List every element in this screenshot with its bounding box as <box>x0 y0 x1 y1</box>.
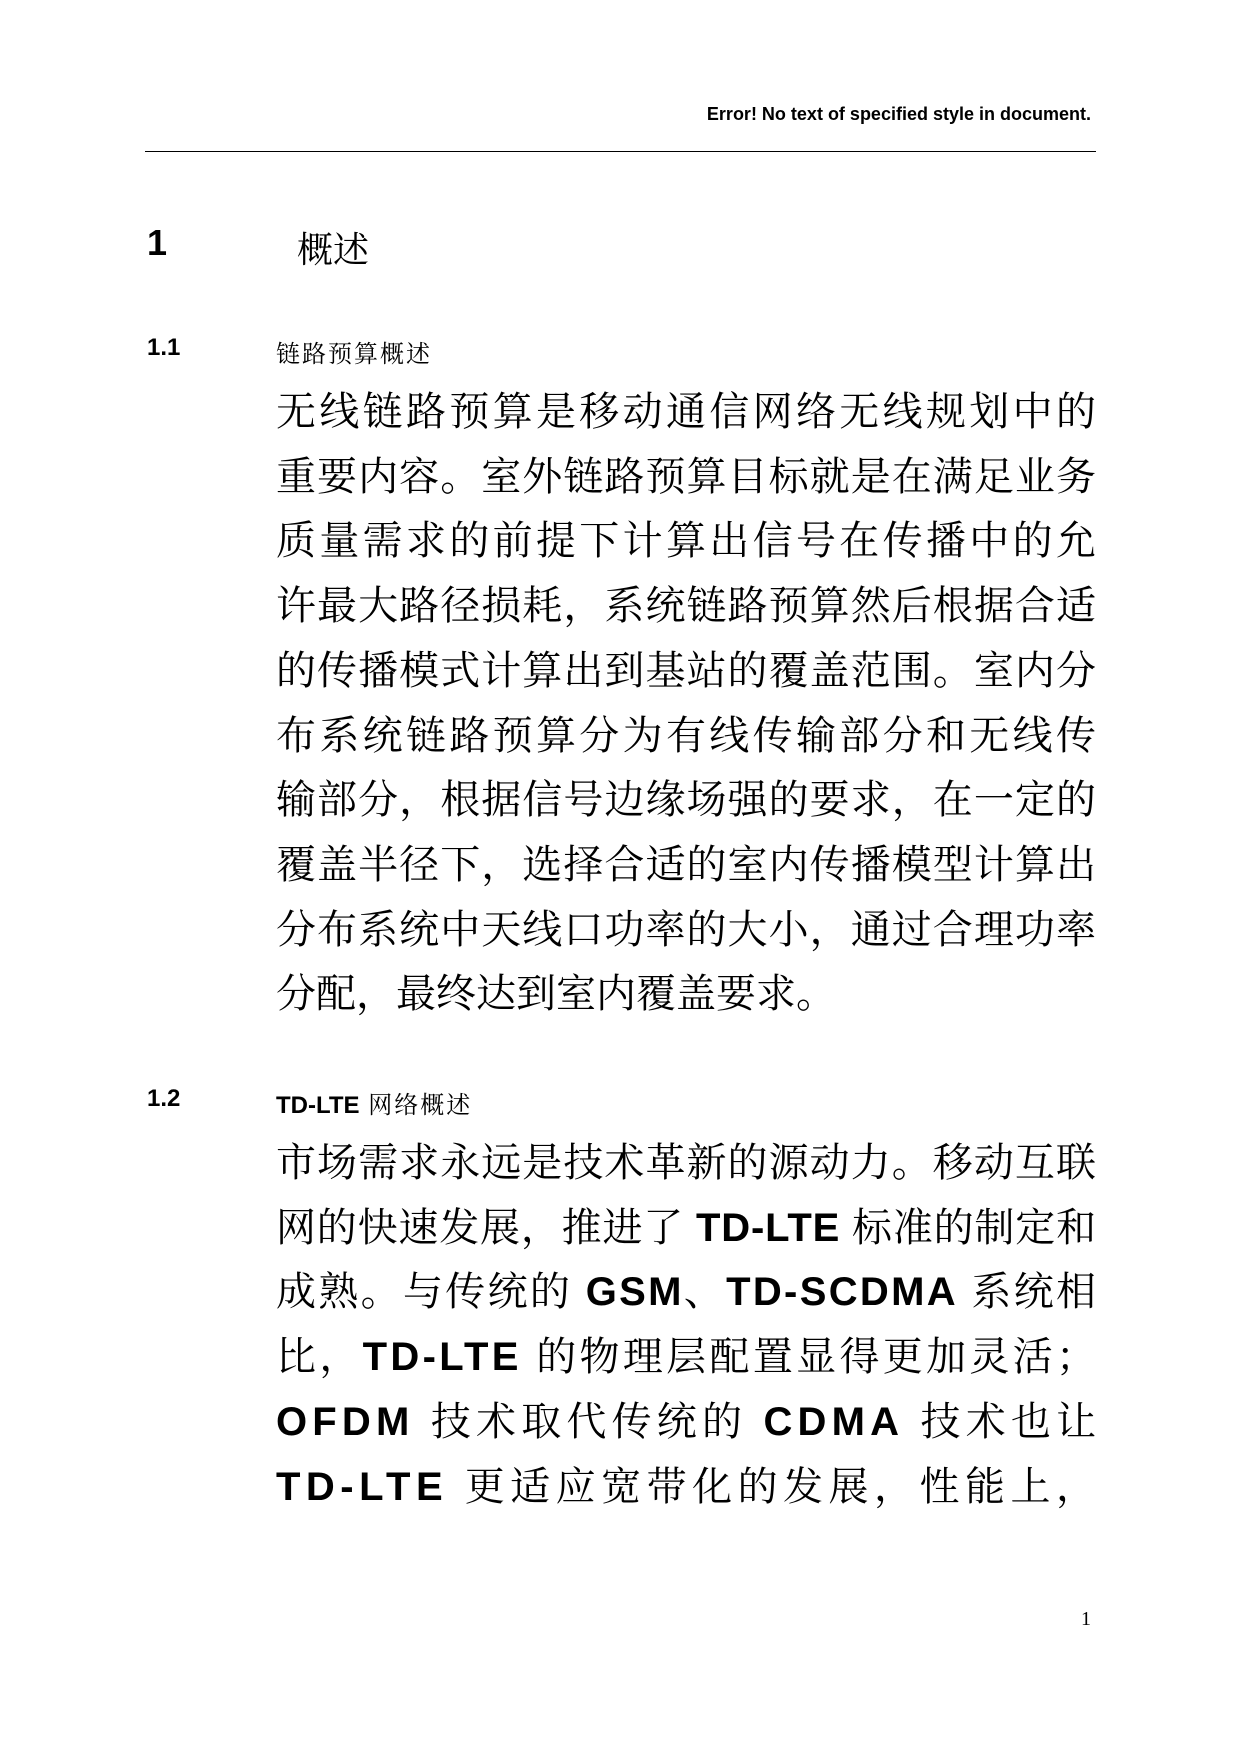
text-run: 比， <box>276 1335 363 1380</box>
text-run: 更适应宽带化的发展，性能上， <box>448 1464 1102 1509</box>
paragraph-line <box>276 1260 1099 1325</box>
chapter-number: 1 <box>147 222 168 263</box>
section-1-2-paragraph <box>276 1131 1102 1519</box>
paragraph-line <box>276 1455 1102 1520</box>
paragraph-line: 输部分，根据信号边缘场强的要求，在一定的 <box>276 778 1097 823</box>
latin-term: TD-LTE <box>276 1464 449 1509</box>
paragraph-line: 布系统链路预算分为有线传输部分和无线传 <box>276 713 1100 758</box>
paragraph-line: 许最大路径损耗，系统链路预算然后根据合适 <box>276 584 1097 629</box>
latin-term: TD-LTE <box>696 1205 841 1250</box>
section-1-2-title-cjk: 网络概述 <box>368 1092 473 1119</box>
header-rule <box>145 151 1096 152</box>
latin-term: OFDM <box>276 1399 415 1444</box>
page-number: 1 <box>1081 1608 1091 1630</box>
text-run: 、 <box>683 1270 727 1315</box>
text-run: 技术也让 <box>904 1399 1102 1444</box>
paragraph-line <box>276 1325 1100 1390</box>
latin-term: TD-LTE <box>362 1335 522 1380</box>
paragraph-line: 质量需求的前提下计算出信号在传播中的允 <box>276 519 1100 564</box>
section-1-1-number: 1.1 <box>147 334 181 361</box>
text-run: 标准的制定和 <box>840 1205 1097 1250</box>
section-1-1-title: 链路预算概述 <box>276 341 432 368</box>
paragraph-line <box>276 1390 1102 1455</box>
text-run: 成熟。与传统的 <box>276 1270 586 1315</box>
paragraph-line <box>276 1131 1096 1196</box>
latin-term: CDMA <box>763 1399 905 1444</box>
latin-term: GSM <box>585 1270 684 1315</box>
chapter-title: 概述 <box>297 229 370 270</box>
paragraph-line: 的传播模式计算出到基站的覆盖范围。室内分 <box>276 648 1097 693</box>
section-1-2-number: 1.2 <box>147 1085 181 1112</box>
paragraph-line: 分布系统中天线口功率的大小，通过合理功率 <box>276 907 1097 952</box>
text-run: 系统相 <box>957 1270 1099 1315</box>
section-1-1-paragraph <box>276 380 1100 1027</box>
section-1-2-title <box>276 1085 472 1120</box>
section-1-2-title-latin: TD-LTE <box>276 1092 360 1119</box>
text-run: 市场需求永远是技术革新的源动力。移动互联 <box>276 1141 1097 1185</box>
paragraph-line <box>276 1196 1096 1261</box>
text-run: 技术取代传统的 <box>414 1399 764 1444</box>
paragraph-line: 重要内容。室外链路预算目标就是在满足业务 <box>276 454 1097 499</box>
running-header: Error! No text of specified style in document. <box>706 104 1091 124</box>
paragraph-line: 分配，最终达到室内覆盖要求。 <box>276 972 836 1017</box>
paragraph-line: 覆盖半径下，选择合适的室内传播模型计算出 <box>276 842 1097 887</box>
text-run: 网的快速发展，推进了 <box>276 1205 697 1250</box>
text-run: 的物理层配置显得更加灵活； <box>521 1335 1100 1380</box>
paragraph-line: 无线链路预算是移动通信网络无线规划中的 <box>276 390 1100 434</box>
latin-term: TD-SCDMA <box>726 1270 958 1315</box>
